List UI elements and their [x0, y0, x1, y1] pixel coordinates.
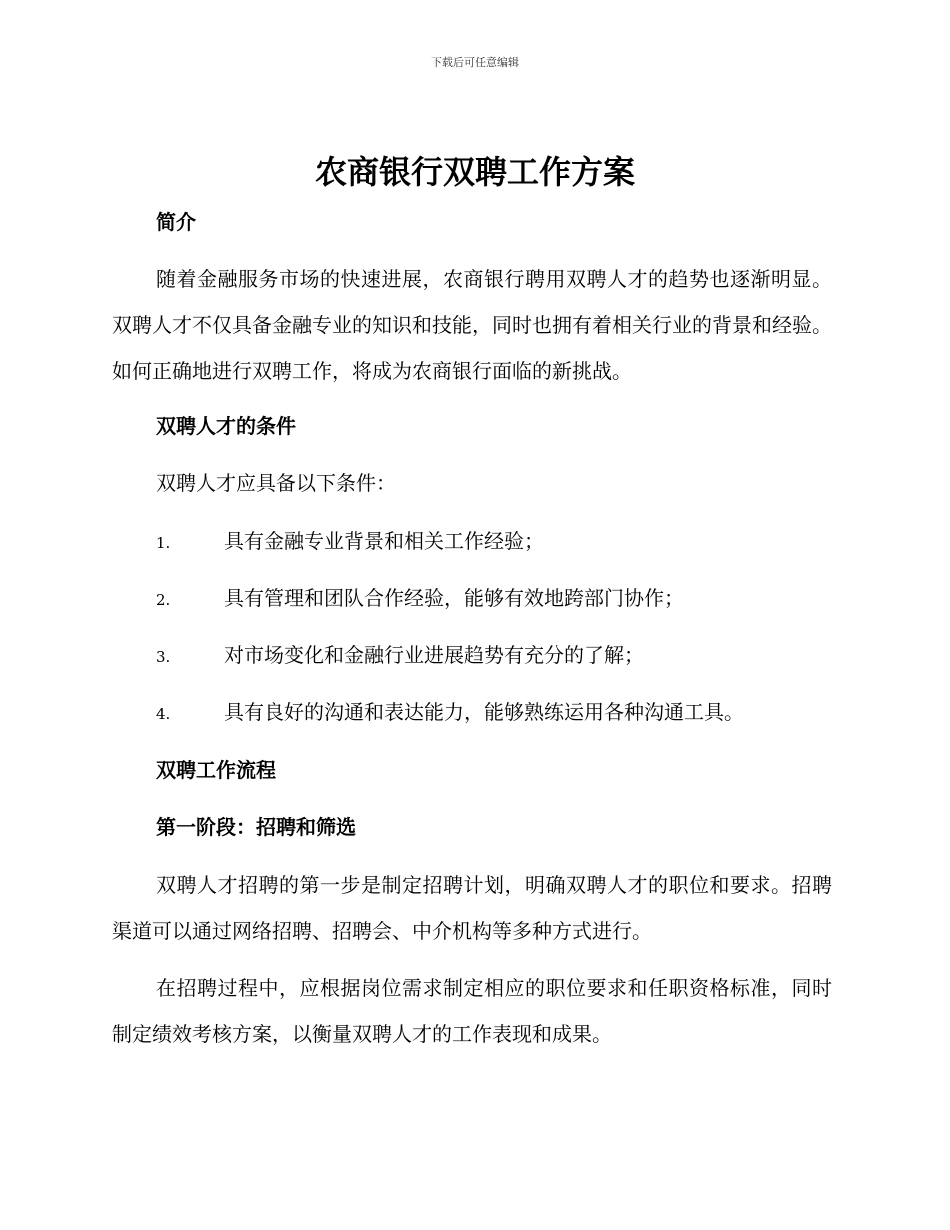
- section-heading-process: 双聘工作流程: [156, 758, 276, 782]
- list-item-number: 4.: [156, 705, 171, 723]
- list-item: [156, 527, 544, 557]
- section-heading-intro: 简介: [156, 210, 196, 234]
- process-paragraph-2: 在招聘过程中，应根据岗位需求制定相应的职位要求和任职资格标准，同时制定绩效考核方案，以衡量双聘人才的工作表现和成果。: [112, 976, 832, 1046]
- list-item-number: 2.: [156, 591, 171, 609]
- list-item-text: 对市场变化和金融行业进展趋势有充分的了解；: [224, 643, 644, 667]
- list-item: [156, 641, 644, 671]
- list-item-text: 具有金融专业背景和相关工作经验；: [224, 529, 544, 553]
- document-title: 农商银行双聘工作方案: [314, 153, 635, 191]
- process-paragraph-1: 双聘人才招聘的第一步是制定招聘计划，明确双聘人才的职位和要求。招聘渠道可以通过网络招聘、招聘会、中介机构等多种方式进行。: [112, 873, 832, 943]
- list-item: [156, 698, 744, 728]
- list-item-text: 具有良好的沟通和表达能力，能够熟练运用各种沟通工具。: [224, 700, 744, 724]
- intro-paragraph: 随着金融服务市场的快速进展，农商银行聘用双聘人才的趋势也逐渐明显。双聘人才不仅具备金融专业的知识和技能，同时也拥有着相关行业的背景和经验。如何正确地进行双聘工作，将成为农商银行面临的新挑战。: [112, 267, 832, 383]
- list-item-text: 具有管理和团队合作经验，能够有效地跨部门协作；: [224, 586, 684, 610]
- list-item: [156, 584, 684, 614]
- list-item-number: 1.: [156, 534, 171, 552]
- section-heading-conditions: 双聘人才的条件: [156, 414, 296, 438]
- page-header-note: 下载后可任意编辑: [431, 56, 519, 69]
- stage1-heading: 第一阶段：招聘和筛选: [156, 815, 356, 839]
- list-item-number: 3.: [156, 648, 171, 666]
- conditions-lead: 双聘人才应具备以下条件：: [156, 471, 396, 495]
